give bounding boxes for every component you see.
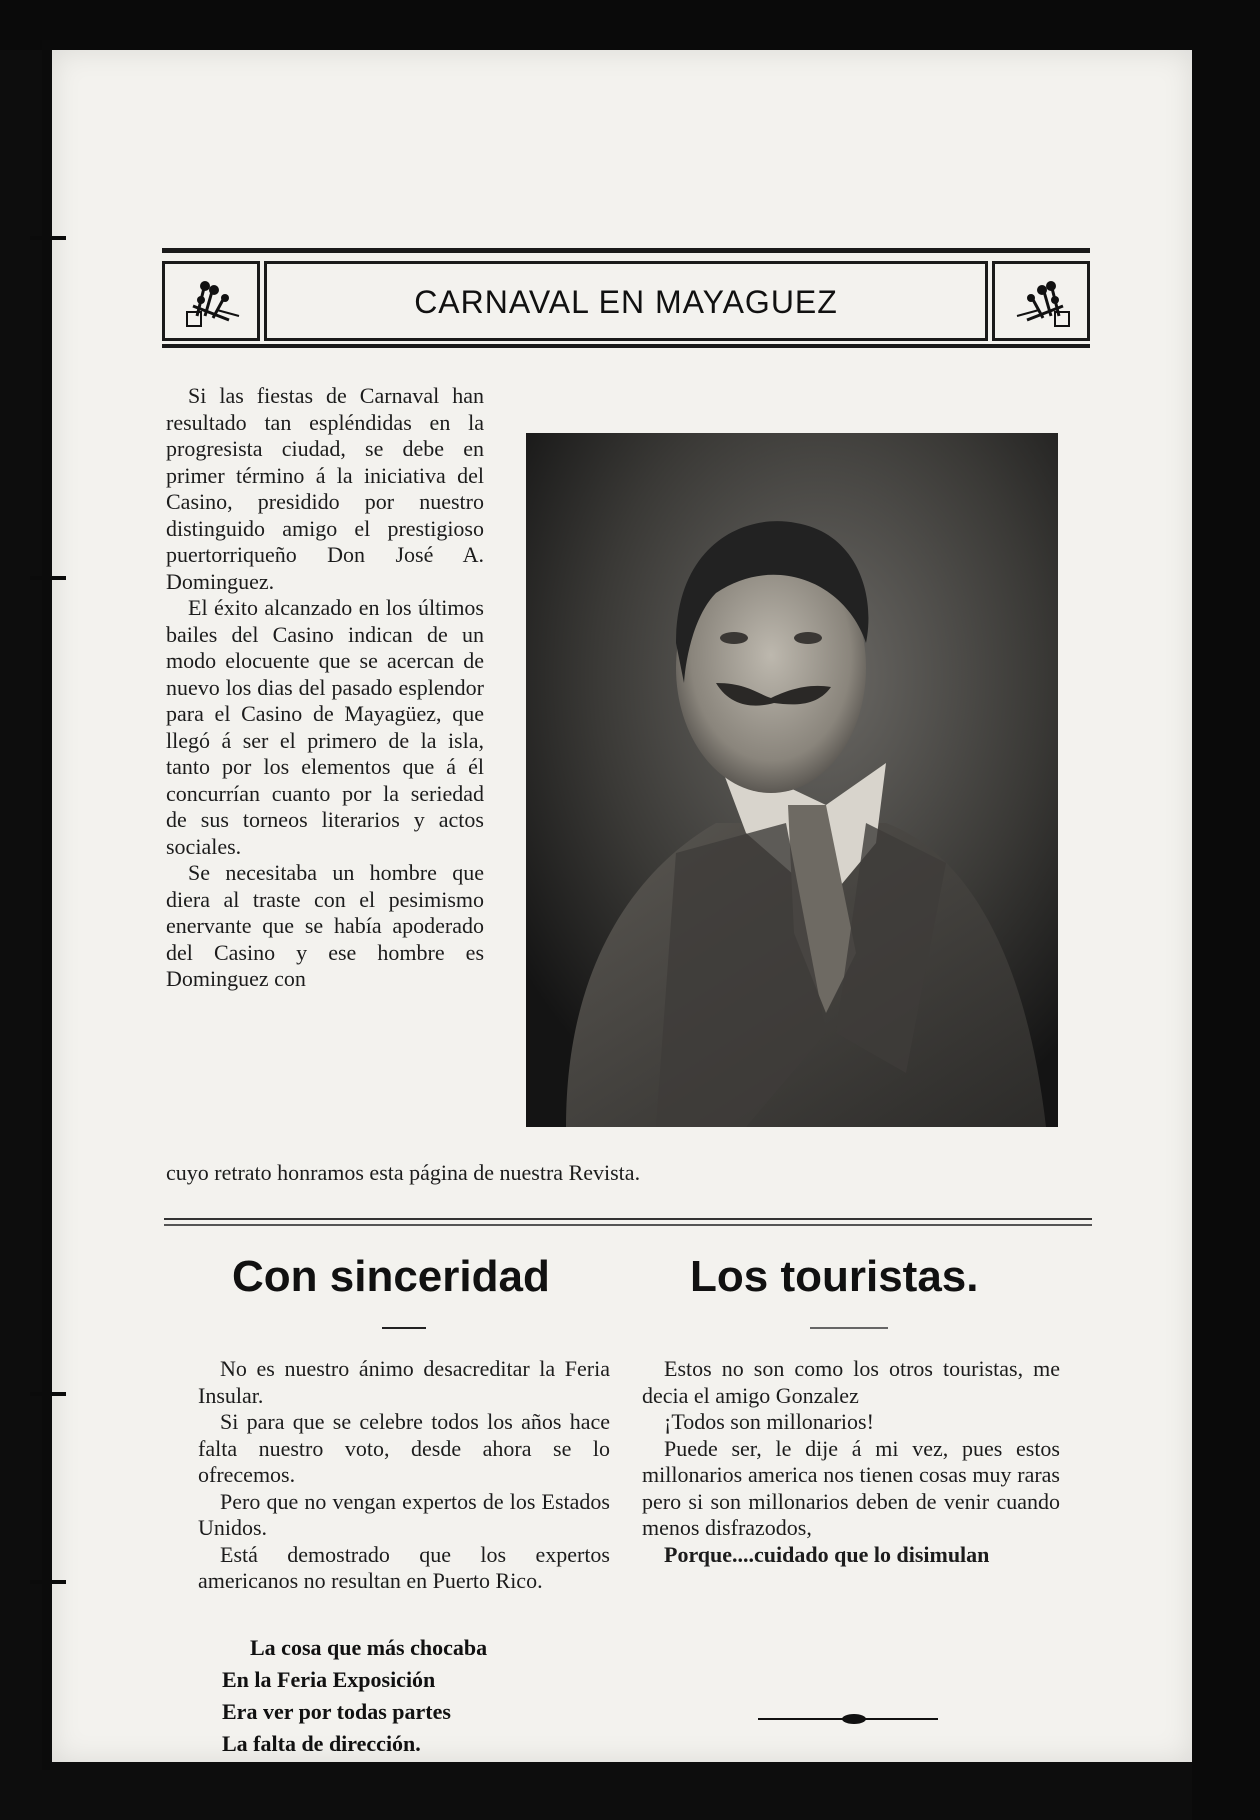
article-paragraph: El éxito alcanzado en los últimos bailes del Casino indican de un modo elocuente que se acercan de nuevo los dias del pasado esplendor para el Casino de Mayagüez, que llegó á ser el primero de la isla, tanto por los elementos que á él concurrían cuanto por la seriedad de sus torneos literarios y actos sociales. [166, 595, 484, 859]
verse-line: La cosa que más chocaba [250, 1635, 488, 1660]
binding-thread [46, 1040, 49, 1100]
left-paragraph: No es nuestro ánimo desacreditar la Feria Insular. [198, 1356, 610, 1408]
verse-line: Era ver por todas partes [222, 1699, 451, 1724]
page-binding [0, 40, 68, 1770]
floral-ornament-icon [183, 276, 243, 332]
left-column-verse [222, 1632, 487, 1760]
header-title-frame [264, 261, 988, 341]
article-title: CARNAVAL EN MAYAGUEZ [414, 284, 838, 320]
binding-thread [46, 740, 49, 800]
left-title-rule [382, 1327, 426, 1329]
article-paragraph: Si las fiestas de Carnaval han resultado tan espléndidas en la progresista ciudad, se debe en primer término á la iniciativa del Casino, presidido por nuestro distinguido amigo el prestigioso puertorriqueño Don José A. Dominguez. [166, 383, 484, 594]
right-column-title: Los touristas. [690, 1252, 979, 1301]
header-ornament-right [992, 261, 1090, 341]
binding-stitch-mark [30, 576, 66, 580]
left-column-title: Con sinceridad [232, 1252, 550, 1301]
article-body [166, 383, 484, 993]
binding-stitch-mark [30, 1392, 66, 1396]
right-paragraph: Porque....cuidado que lo disimulan [664, 1541, 990, 1567]
article-paragraph: Se necesitaba un hombre que diera al traste con el pesimismo enervante que se había apoderado del Casino y ese hombre es Dominguez con [166, 860, 484, 991]
right-paragraph: Estos no son como los otros touristas, me decia el amigo Gonzalez [642, 1356, 1060, 1408]
header-ornament-left [162, 261, 260, 341]
verse-line: La falta de dirección. [222, 1731, 421, 1756]
scan-border-right [1192, 0, 1260, 1820]
right-paragraph: Puede ser, le dije á mi vez, pues estos millonarios america nos tienen cosas muy raras pero si son millonarios deben de venir cuando menos disfrazodos, [642, 1435, 1060, 1540]
right-column-body [642, 1356, 1060, 1568]
right-paragraph: ¡Todos son millonarios! [664, 1409, 874, 1434]
portrait-image [526, 433, 1058, 1127]
binding-stitch-mark [30, 1580, 66, 1584]
portrait-photo [526, 433, 1058, 1127]
left-paragraph: Si para que se celebre todos los años hace falta nuestro voto, desde ahora se lo ofrecemos. [198, 1409, 610, 1487]
binding-stitch-mark [30, 236, 66, 240]
divider-line [164, 1218, 1092, 1220]
binding-spine [42, 40, 50, 1770]
left-paragraph: Está demostrado que los expertos americanos no resultan en Puerto Rico. [198, 1541, 610, 1593]
right-title-rule [810, 1327, 888, 1329]
article-tail-line: cuyo retrato honramos esta página de nuestra Revista. [166, 1160, 641, 1185]
end-ornament-icon [758, 1712, 938, 1726]
scan-border-top [0, 0, 1260, 50]
article-header-banner [162, 248, 1090, 348]
section-divider [164, 1218, 1092, 1228]
floral-ornament-icon [1013, 276, 1073, 332]
left-paragraph: Pero que no vengan expertos de los Estados Unidos. [198, 1488, 610, 1540]
divider-line [164, 1224, 1092, 1226]
verse-line: En la Feria Exposición [222, 1667, 436, 1692]
left-column-body [198, 1356, 610, 1595]
